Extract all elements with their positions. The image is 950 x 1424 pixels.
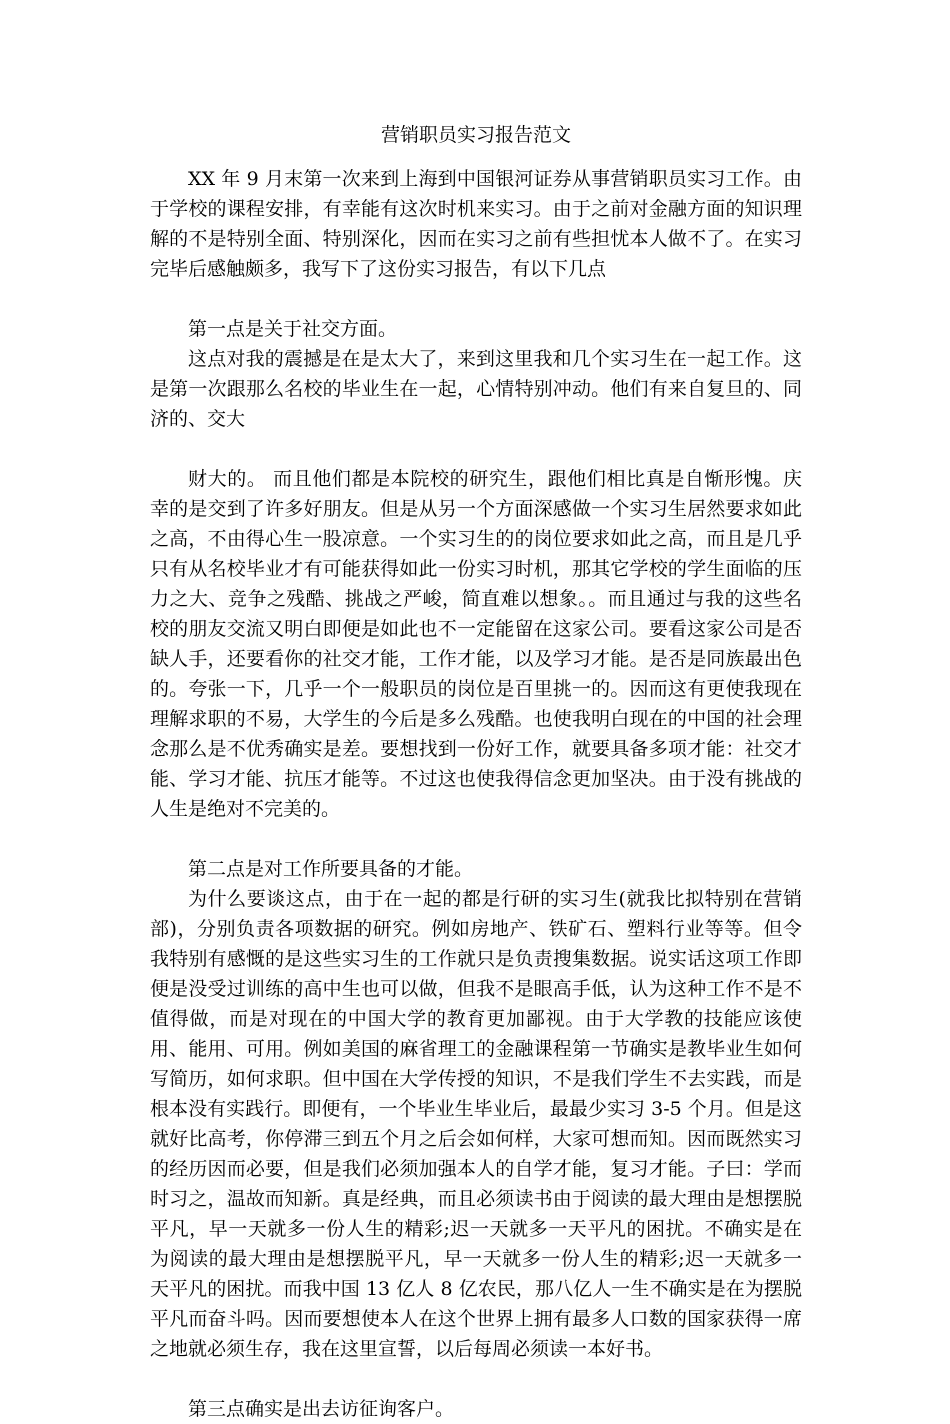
section-heading-3: 第三点确实是出去访征询客户。 [188,1398,455,1420]
paragraph-intro: XX 年 9 月末第一次来到上海到中国银河证券从事营销职员实习工作。由于学校的课程安排，有幸能有这次时机来实习。由于之前对金融方面的知识理解的不是特别全面、特别深化，因而在实习之前有些担忧本人做不了。在实习完毕后感触颇多，我写下了这份实习报告，有以下几点 [150,168,802,280]
document-page [150,100,802,1424]
paragraph-social-1: 这点对我的震撼是在是太大了，来到这里我和几个实习生在一起工作。这是第一次跟那么名校的毕业生在一起，心情特别冲动。他们有来自复旦的、同济的、交大 [150,348,802,430]
section-heading-1: 第一点是关于社交方面。 [188,318,398,340]
paragraph-skills: 为什么要谈这点，由于在一起的都是行研的实习生(就我比拟特别在营销部)，分别负责各项数据的研究。例如房地产、铁矿石、塑料行业等等。但令我特别有感慨的是这些实习生的工作就只是负责搜集数据。说实话这项工作即便是没受过训练的高中生也可以做，但我不是眼高手低，认为这种工作不是不值得做，而是对现在的中国大学的教育更加鄙视。由于大学教的技能应该使用、能用、可用。例如美国的麻省理工的金融课程第一节确实是教毕业生如何写简历，如何求职。但中国在大学传授的知识，不是我们学生不去实践，而是根本没有实践行。即便有，一个毕业生毕业后，最最少实习 3-5 个月。但是这就好比高考，你停滞三到五个月之后会如何样，大家可想而知。因而既然实习的经历因而必要，但是我们必须加强本人的自学才能，复习才能。子曰：学而时习之，温故而知新。真是经典，而且必须读书由于阅读的最大理由是想摆脱平凡，早一天就多一份人生的精彩;迟一天就多一天平凡的困扰。不确实是在为阅读的最大理由是想摆脱平凡，早一天就多一份人生的精彩;迟一天就多一天平凡的困扰。而我中国 13 亿人 8 亿农民，那八亿人一生不确实是在为摆脱平凡而奋斗吗。因而要想使本人在这个世界上拥有最多人口数的国家获得一席之地就必须生存，我在这里宣誓，以后每周必须读一本好书。 [150,888,802,1360]
section-heading-2: 第二点是对工作所要具备的才能。 [188,858,474,880]
paragraph-social-2: 财大的。 而且他们都是本院校的研究生，跟他们相比真是自惭形愧。庆幸的是交到了许多好朋友。但是从另一个方面深感做一个实习生居然要求如此之高，不由得心生一股凉意。一个实习生的的岗位要求如此之高，而且是几乎只有从名校毕业才有可能获得如此一份实习时机，那其它学校的学生面临的压力之大、竞争之残酷、挑战之严峻，简直难以想象。。而且通过与我的这些名校的朋友交流又明白即便是如此也不一定能留在这家公司。要看这家公司是否缺人手，还要看你的社交才能，工作才能，以及学习才能。是否是同族最出色的。夸张一下，几乎一个一般职员的岗位是百里挑一的。因而这有更使我现在理解求职的不易，大学生的今后是多么残酷。也使我明白现在的中国的社会理念那么是不优秀确实是差。要想找到一份好工作，就要具备多项才能：社交才能、学习才能、抗压才能等。不过这也使我得信念更加坚决。由于没有挑战的人生是绝对不完美的。 [150,468,802,820]
paragraph-spacer [150,434,802,464]
paragraph-spacer [150,824,802,854]
paragraph-spacer [150,1364,802,1394]
paragraph-spacer [150,284,802,314]
document-title: 营销职员实习报告范文 [380,124,571,146]
